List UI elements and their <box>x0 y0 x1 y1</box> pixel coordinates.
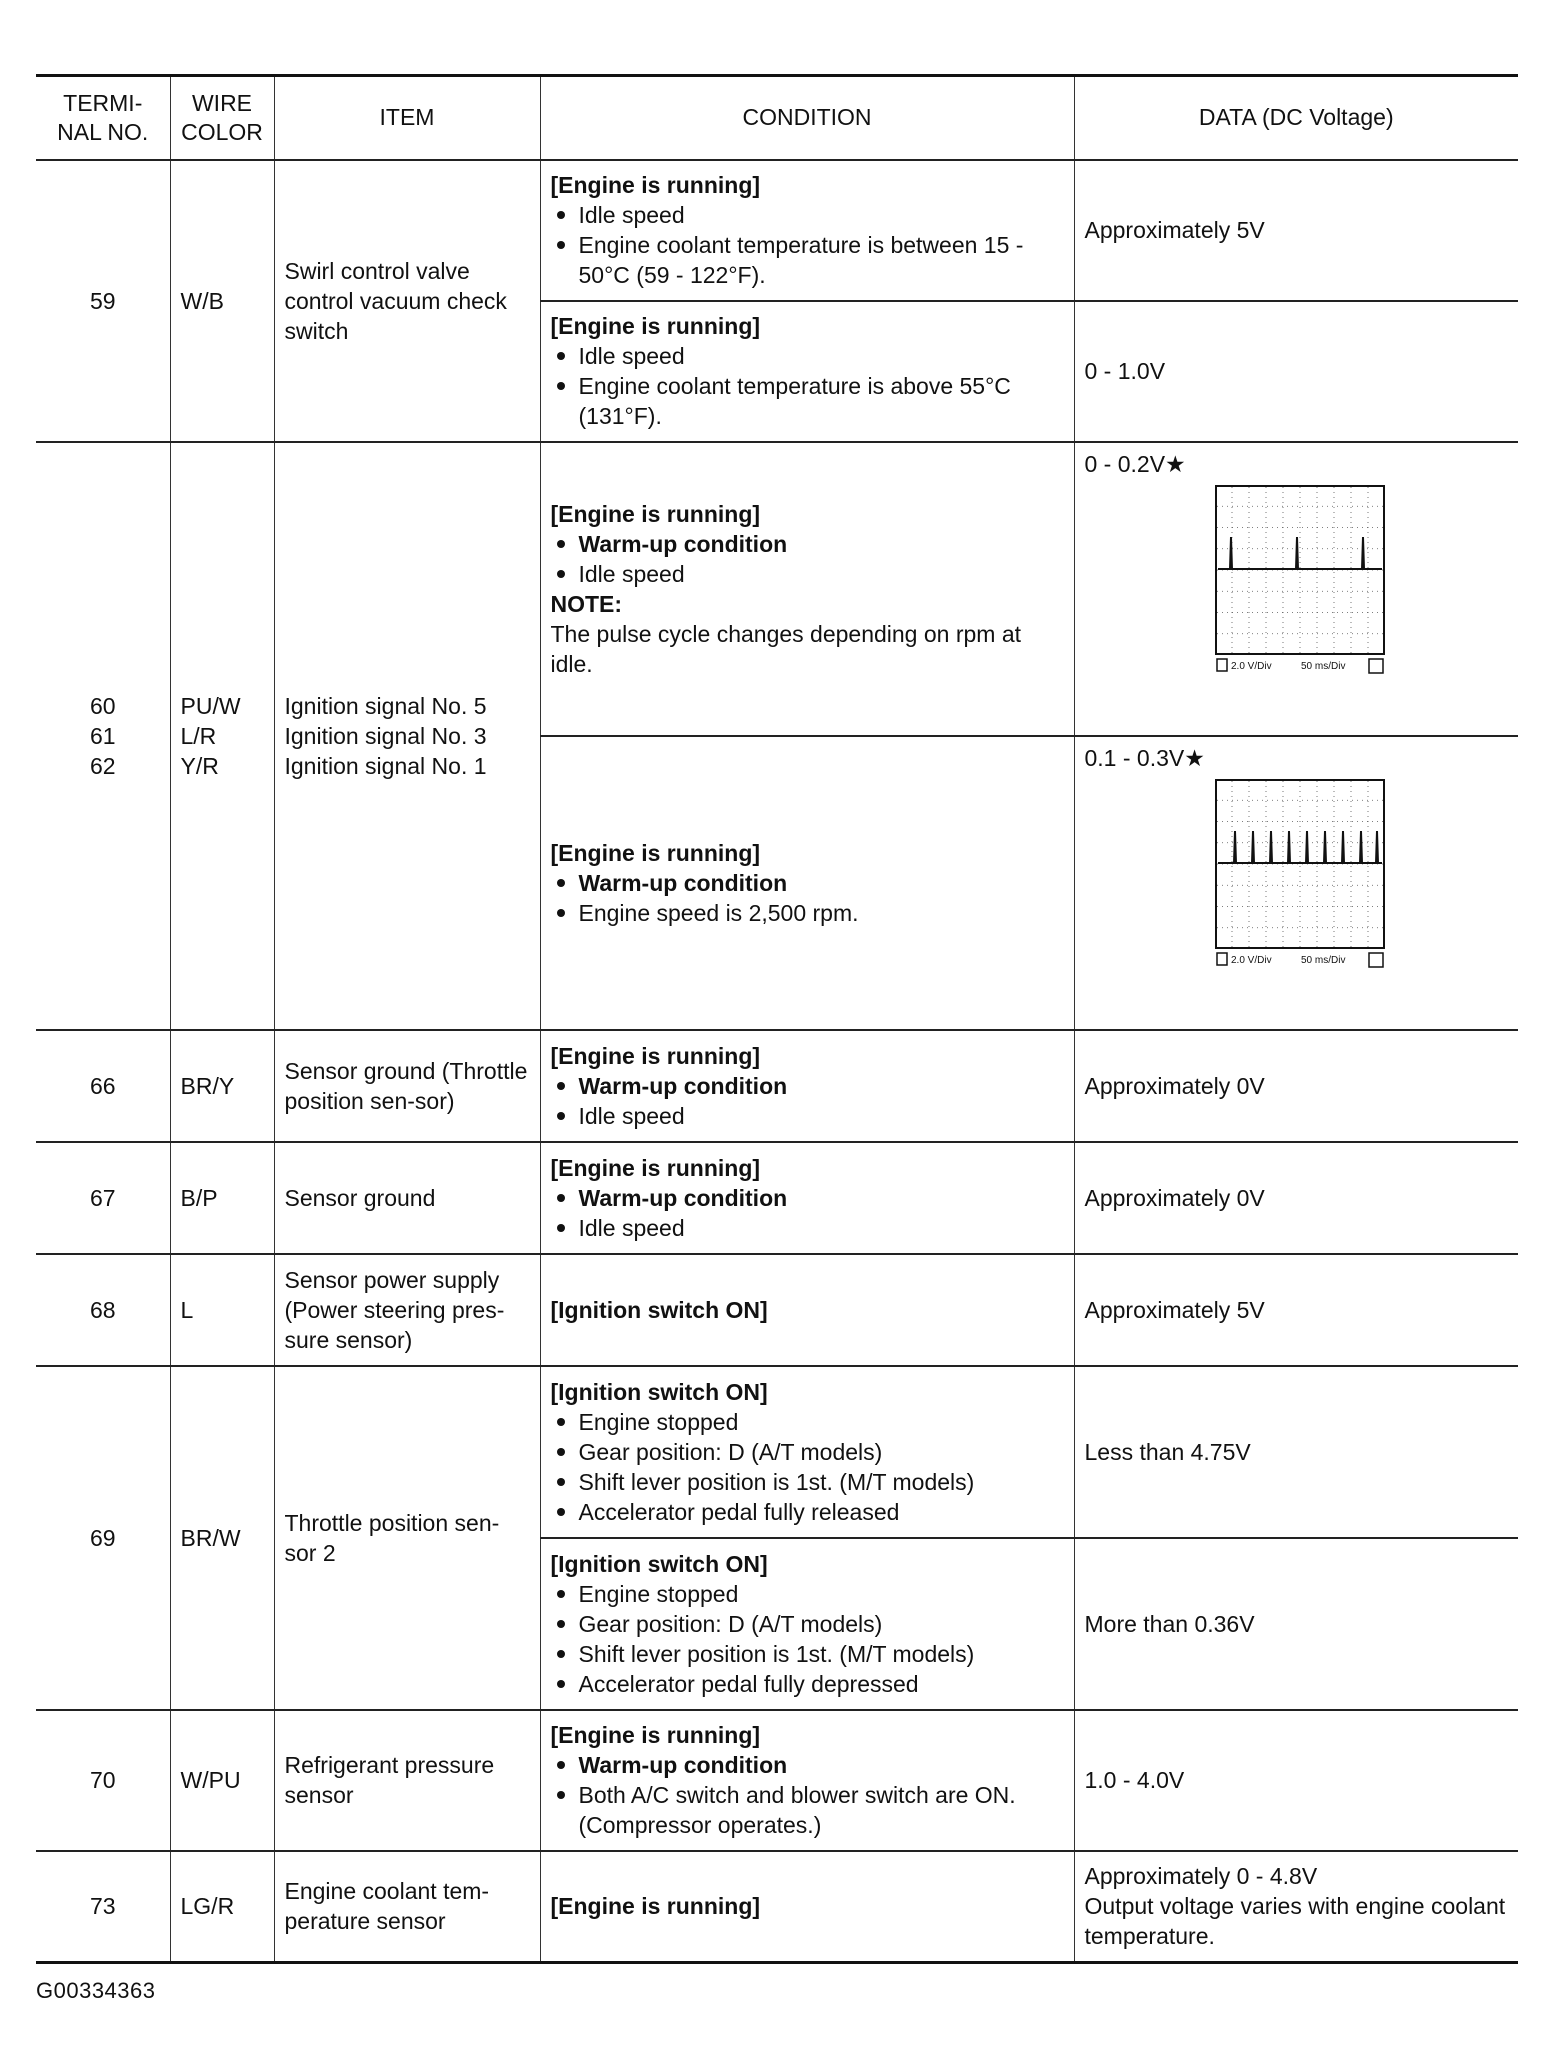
condition-cell <box>540 301 1074 442</box>
terminal-no: 73 <box>36 1851 170 1963</box>
table-row <box>36 1851 1518 1963</box>
wire-color: W/B <box>170 160 274 442</box>
condition-cell <box>540 160 1074 301</box>
terminal-data-table <box>36 74 1518 1964</box>
condition-cell <box>540 1030 1074 1142</box>
oscilloscope-waveform-2500rpm <box>1215 779 1385 969</box>
condition-bullet: Shift lever position is 1st. (M/T models) <box>551 1639 1064 1669</box>
wire-color: L <box>170 1254 274 1366</box>
svg-text:2.0 V/Div: 2.0 V/Div <box>1230 954 1272 966</box>
data-value: Approximately 0V <box>1074 1030 1518 1142</box>
condition-bullet: Engine coolant temperature is above 55°C (131°F). <box>551 371 1064 431</box>
table-row <box>36 1366 1518 1538</box>
condition-header: [Ignition switch ON] <box>550 1296 768 1323</box>
scope-scale-label <box>1217 953 1383 967</box>
condition-header: [Engine is running] <box>550 1893 761 1920</box>
header-terminal: TERMI- NAL NO. <box>36 76 170 160</box>
table-row <box>36 1142 1518 1254</box>
item-text: Sensor ground (Throttle position sen-sor) <box>274 1030 540 1142</box>
table-row <box>36 1710 1518 1851</box>
condition-cell <box>540 1142 1074 1254</box>
condition-bullet: Engine coolant temperature is between 15 - 50°C (59 - 122°F). <box>551 230 1064 290</box>
wire-color: BR/W <box>170 1366 274 1710</box>
condition-bullet: Idle speed <box>551 1213 1064 1243</box>
condition-cell <box>540 1254 1074 1366</box>
terminal-no: 70 <box>36 1710 170 1851</box>
condition-bullet: Gear position: D (A/T models) <box>551 1609 1064 1639</box>
item-text: Ignition signal No. 5 Ignition signal No. 3 Ignition signal No. 1 <box>274 442 540 1030</box>
data-value: More than 0.36V <box>1074 1538 1518 1710</box>
data-cell <box>1074 442 1518 736</box>
data-value: 0 - 0.2V★ <box>1084 450 1186 477</box>
data-description: Output voltage varies with engine coolant temperature. <box>1084 1893 1506 1950</box>
table-row <box>36 1030 1518 1142</box>
condition-bullet: Engine speed is 2,500 rpm. <box>551 898 1064 928</box>
condition-cell <box>540 1538 1074 1710</box>
condition-bullet: Warm-up condition <box>551 1750 1064 1780</box>
condition-cell <box>540 1851 1074 1963</box>
condition-bullet: Idle speed <box>551 559 1064 589</box>
data-cell <box>1074 1851 1518 1963</box>
condition-header: [Engine is running] <box>550 1722 761 1748</box>
svg-text:50 ms/Div: 50 ms/Div <box>1300 660 1345 672</box>
document-sheet <box>36 74 1518 1964</box>
terminal-no: 59 <box>36 160 170 442</box>
table-row <box>36 160 1518 301</box>
condition-bullet: Gear position: D (A/T models) <box>551 1437 1064 1467</box>
condition-bullet: Warm-up condition <box>551 868 1064 898</box>
scope-scale-label <box>1217 659 1383 673</box>
condition-header: [Engine is running] <box>550 1154 761 1181</box>
wire-color: LG/R <box>170 1851 274 1963</box>
data-value: Approximately 5V <box>1074 160 1518 301</box>
condition-cell <box>540 442 1074 736</box>
condition-header: [Ignition switch ON] <box>550 1378 768 1405</box>
data-cell <box>1074 736 1518 1030</box>
wire-color: BR/Y <box>170 1030 274 1142</box>
wire-color: PU/W L/R Y/R <box>170 442 274 1030</box>
svg-text:50 ms/Div: 50 ms/Div <box>1300 954 1345 966</box>
condition-bullet: Engine stopped <box>551 1407 1064 1437</box>
condition-bullet: Idle speed <box>551 1101 1064 1131</box>
oscilloscope-waveform-idle <box>1215 485 1385 675</box>
table-row <box>36 442 1518 736</box>
condition-bullet: Shift lever position is 1st. (M/T models) <box>551 1467 1064 1497</box>
condition-cell <box>540 736 1074 1030</box>
table-header-row <box>36 76 1518 160</box>
condition-bullet: Warm-up condition <box>551 1183 1064 1213</box>
condition-bullet: Warm-up condition <box>551 529 1064 559</box>
note-label: NOTE: <box>550 590 623 617</box>
item-text: Engine coolant tem-perature sensor <box>274 1851 540 1963</box>
header-wire-color: WIRE COLOR <box>170 76 274 160</box>
terminal-no: 67 <box>36 1142 170 1254</box>
terminal-no: 66 <box>36 1030 170 1142</box>
condition-bullet: Warm-up condition <box>551 1071 1064 1101</box>
condition-bullet: Engine stopped <box>551 1579 1064 1609</box>
svg-text:2.0 V/Div: 2.0 V/Div <box>1230 660 1272 672</box>
condition-cell <box>540 1366 1074 1538</box>
data-value: 0.1 - 0.3V★ <box>1084 744 1205 771</box>
condition-bullet: Idle speed <box>551 341 1064 371</box>
wire-color: B/P <box>170 1142 274 1254</box>
condition-header: [Engine is running] <box>550 172 761 198</box>
condition-header: [Engine is running] <box>550 313 761 339</box>
data-value: 1.0 - 4.0V <box>1074 1710 1518 1851</box>
data-value: Approximately 5V <box>1074 1254 1518 1366</box>
data-value: Approximately 0 - 4.8V <box>1084 1863 1318 1890</box>
terminal-no: 60 61 62 <box>36 442 170 1030</box>
header-data: DATA (DC Voltage) <box>1074 76 1518 160</box>
header-item: ITEM <box>274 76 540 160</box>
data-value: 0 - 1.0V <box>1074 301 1518 442</box>
header-condition: CONDITION <box>540 76 1074 160</box>
condition-header: [Engine is running] <box>550 1042 761 1069</box>
terminal-no: 69 <box>36 1366 170 1710</box>
table-row <box>36 1254 1518 1366</box>
note-text: The pulse cycle changes depending on rpm at idle. <box>550 620 1022 677</box>
condition-bullet: Accelerator pedal fully released <box>551 1497 1064 1527</box>
condition-bullet: Both A/C switch and blower switch are ON. (Compressor operates.) <box>551 1780 1064 1840</box>
item-text: Refrigerant pressure sensor <box>274 1710 540 1851</box>
condition-bullet: Idle speed <box>551 200 1064 230</box>
condition-header: [Engine is running] <box>550 839 761 866</box>
data-value: Approximately 0V <box>1074 1142 1518 1254</box>
item-text: Throttle position sen-sor 2 <box>274 1366 540 1710</box>
condition-bullet: Accelerator pedal fully depressed <box>551 1669 1064 1699</box>
condition-header: [Engine is running] <box>550 500 761 527</box>
item-text: Swirl control valve control vacuum check switch <box>274 160 540 442</box>
wire-color: W/PU <box>170 1710 274 1851</box>
condition-cell <box>540 1710 1074 1851</box>
terminal-no: 68 <box>36 1254 170 1366</box>
data-value: Less than 4.75V <box>1074 1366 1518 1538</box>
condition-header: [Ignition switch ON] <box>550 1550 768 1577</box>
item-text: Sensor power supply (Power steering pres-sure sensor) <box>274 1254 540 1366</box>
item-text: Sensor ground <box>274 1142 540 1254</box>
figure-code: G00334363 <box>36 1978 156 2003</box>
